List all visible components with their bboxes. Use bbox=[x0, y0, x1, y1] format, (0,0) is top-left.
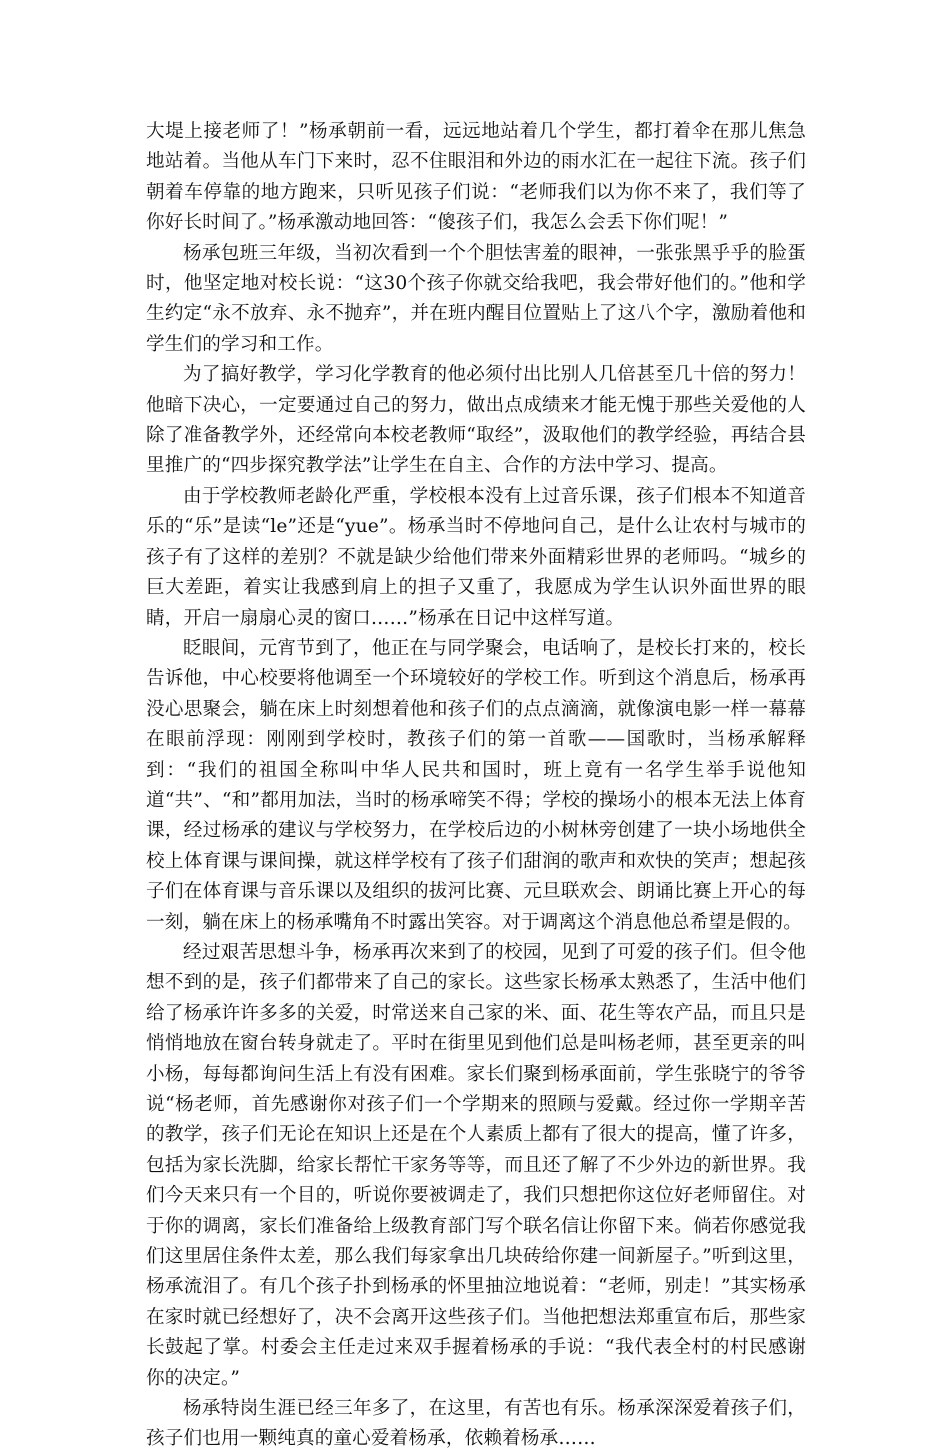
paragraph-2: 杨承包班三年级，当初次看到一个个胆怯害羞的眼神，一张张黑乎乎的脸蛋时，他坚定地对校长说：“这30个孩子你就交给我吧，我会带好他们的。”他和学生约定“永不放弃、永不抛弃”，并在班内醒目位置贴上了这八个字，激励着他和学生们的学习和工作。 bbox=[146, 242, 806, 355]
paragraph-1: 大堤上接老师了！”杨承朝前一看，远远地站着几个学生，都打着伞在那儿焦急地站着。当他从车门下来时，忍不住眼泪和外边的雨水汇在一起往下流。孩子们朝着车停靠的地方跑来，只听见孩子们说：“老师我们以为你不来了，我们等了你好长时间了。”杨承激动地回答：“傻孩子们，我怎么会丢下你们呢！” bbox=[146, 121, 806, 234]
paragraph-7: 杨承特岗生涯已经三年多了，在这里，有苦也有乐。杨承深深爱着孩子们，孩子们也用一颗纯真的童心爱着杨承，依赖着杨承…… bbox=[146, 1398, 806, 1450]
paragraph-6: 经过艰苦思想斗争，杨承再次来到了的校园，见到了可爱的孩子们。但令他想不到的是，孩子们都带来了自己的家长。这些家长杨承太熟悉了，生活中他们给了杨承许许多多的关爱，时常送来自己家的米、面、花生等农产品，而且只是悄悄地放在窗台转身就走了。平时在街里见到他们总是叫杨老师，甚至更亲的叫小杨，每每都询问生活上有没有困难。家长们聚到杨承面前，学生张晓宁的爷爷说“杨老师，首先感谢你对孩子们一个学期来的照顾与爱戴。经过你一学期辛苦的教学，孩子们无论在知识上还是在个人素质上都有了很大的提高，懂了许多，包括为家长洗脚，给家长帮忙干家务等等，而且还了解了不少外边的新世界。我们今天来只有一个目的，听说你要被调走了，我们只想把你这位好老师留住。对于你的调离，家长们准备给上级教育部门写个联名信让你留下来。倘若你感觉我们这里居住条件太差，那么我们每家拿出几块砖给你建一间新屋子。”听到这里，杨承流泪了。有几个孩子扑到杨承的怀里抽泣地说着：“老师，别走！”其实杨承在家时就已经想好了，决不会离开这些孩子们。当他把想法郑重宣布后，那些家长鼓起了掌。村委会主任走过来双手握着杨承的手说：“我代表全村的村民感谢你的决定。” bbox=[146, 941, 806, 1389]
paragraph-5: 眨眼间，元宵节到了，他正在与同学聚会，电话响了，是校长打来的，校长告诉他，中心校要将他调至一个环境较好的学校工作。听到这个消息后，杨承再没心思聚会，躺在床上时刻想着他和孩子们的点点滴滴，就像演电影一样一幕幕在眼前浮现：刚刚到学校时，教孩子们的第一首歌——国歌时，当杨承解释到：“我们的祖国全称叫中华人民共和国时，班上竟有一名学生举手说他知道“共”、“和”都用加法，当时的杨承啼笑不得；学校的操场小的根本无法上体育课，经过杨承的建议与学校努力，在学校后边的小树林旁创建了一块小场地供全校上体育课与课间操，就这样学校有了孩子们甜润的歌声和欢快的笑声；想起孩子们在体育课与音乐课以及组织的拔河比赛、元旦联欢会、朗诵比赛上开心的每一刻，躺在床上的杨承嘴角不时露出笑容。对于调离这个消息他总希望是假的。 bbox=[146, 637, 806, 933]
document-body bbox=[146, 117, 806, 1455]
paragraph-4: 由于学校教师老龄化严重，学校根本没有上过音乐课，孩子们根本不知道音乐的“乐”是读“le”还是“yue”。杨承当时不停地问自己，是什么让农村与城市的孩子有了这样的差别？不就是缺少给他们带来外面精彩世界的老师吗。“城乡的巨大差距，着实让我感到肩上的担子又重了，我愿成为学生认识外面世界的眼睛，开启一扇扇心灵的窗口……”杨承在日记中这样写道。 bbox=[146, 485, 806, 629]
paragraph-3: 为了搞好教学，学习化学教育的他必须付出比别人几倍甚至几十倍的努力！他暗下决心，一定要通过自己的努力，做出点成绩来才能无愧于那些关爱他的人除了准备教学外，还经常向本校老教师“取经”，汲取他们的教学经验，再结合县里推广的“四步探究教学法”让学生在自主、合作的方法中学习、提高。 bbox=[146, 364, 806, 477]
